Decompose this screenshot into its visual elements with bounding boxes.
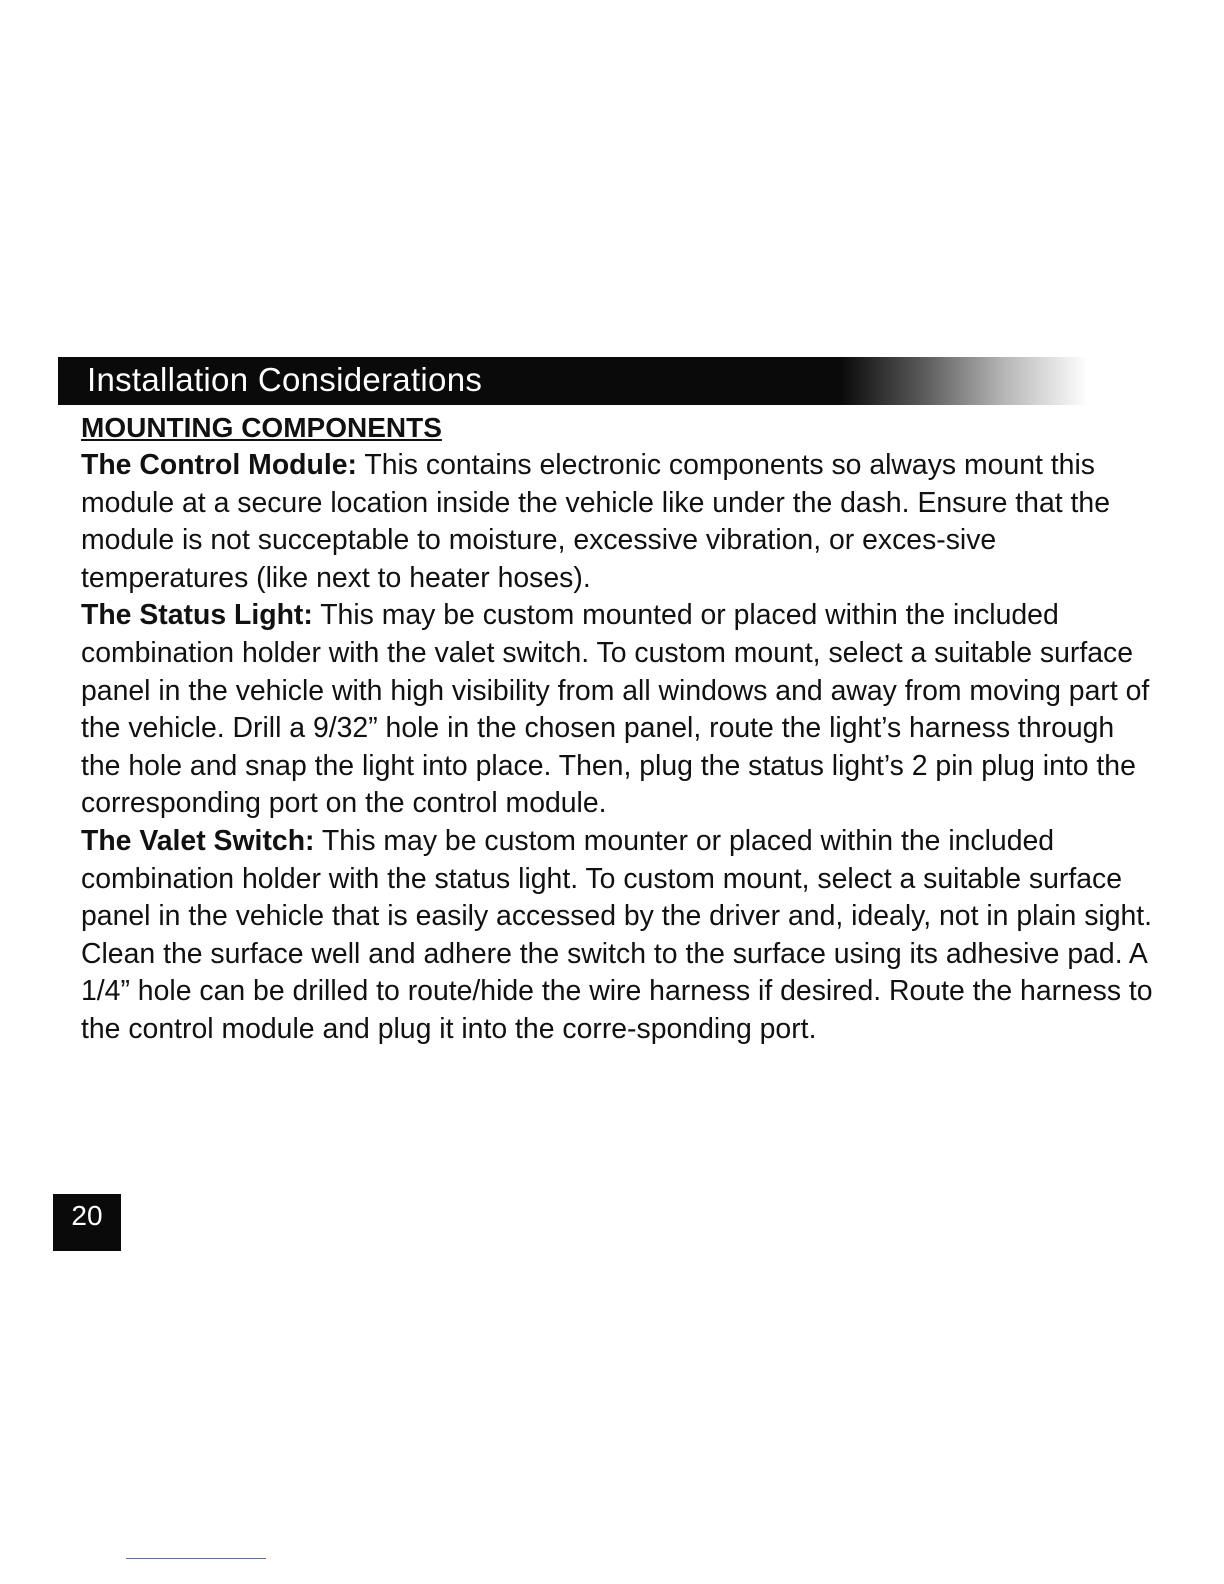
paragraph-lead: The Valet Switch: — [81, 824, 315, 857]
paragraph-valet-switch — [81, 823, 1156, 1049]
footer-rule — [126, 1558, 266, 1559]
paragraph-text: This contains electronic components so always mount this module at a secure location inside the vehicle like under the dash. Ensure that the module is not succeptable to moisture, excessive vibration, or exces-sive temperatures (like next to heater hoses). — [81, 449, 1111, 594]
paragraph-text: This may be custom mounter or placed within the included combination holder with the status light. To custom mount, select a suitable surface panel in the vehicle that is easily accessed by the driver and, idealy, not in plain sight. Clean the surface well and adhere the switch to the surface using its adhesive pad. A 1/4” hole can be drilled to route/hide the wire harness if desired. Route the harness to the control module and plug it into the corre-sponding port. — [81, 824, 1153, 1045]
paragraph-lead: The Control Module: — [81, 449, 357, 481]
subheading: MOUNTING COMPONENTS — [81, 412, 442, 443]
section-header-bar — [58, 357, 1088, 405]
paragraph-control-module — [81, 447, 1156, 597]
section-title: Installation Considerations — [87, 361, 483, 398]
paragraph-status-light — [81, 597, 1156, 823]
paragraph-text: This may be custom mounted or placed within the included combination holder with the valet switch. To custom mount, select a suitable surface panel in the vehicle with high visibility from all windows and away from moving part of the vehicle. Drill a 9/32” hole in the chosen panel, route the light’s harness through the hole and snap the light into place. Then, plug the status light’s 2 pin plug into the corresponding port on the control module. — [81, 599, 1150, 820]
paragraph-lead: The Status Light: — [81, 599, 313, 632]
page-number: 20 — [53, 1194, 121, 1251]
main-content — [81, 409, 1156, 1049]
